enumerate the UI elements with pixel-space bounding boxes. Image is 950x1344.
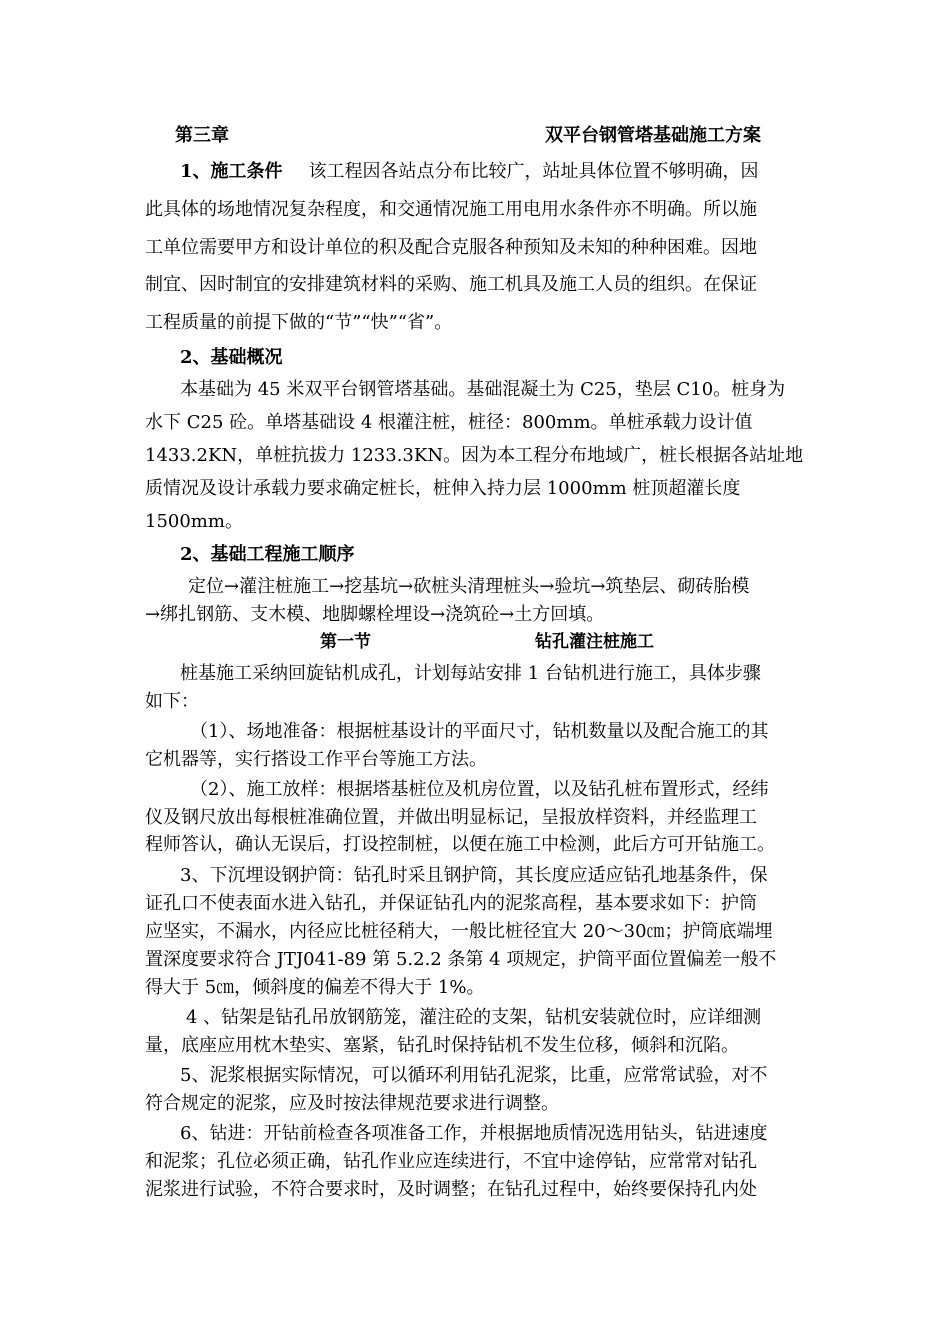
body-text-line: 桩基施工采纳回旋钻机成孔，计划每站安排 1 台钻机进行施工，具体步骤 — [180, 663, 761, 684]
section2-text-line: 水下 C25 砼。单塔基础设 4 根灌注桩，桩径：800mm。单桩承载力设计值 — [145, 412, 753, 433]
section3-text-line: →绑扎钢筋、支木模、地脚螺栓埋设→浇筑砼→土方回填。 — [145, 604, 605, 625]
section1-first-line — [180, 160, 820, 184]
section1-text-line: 工单位需要甲方和设计单位的积及配合克服各种预知及未知的种种困难。因地 — [145, 237, 757, 258]
section2-text-line: 质情况及设计承载力要求确定桩长，桩伸入持力层 1000mm 桩顶超灌长度 — [145, 478, 741, 499]
chapter-number: 第三章 — [175, 125, 229, 146]
body-text-line: 它机器等，实行搭设工作平台等施工方法。 — [145, 749, 487, 770]
body-text-line: 4 、钻架是钻孔吊放钢筋笼，灌注砼的支架，钻机安装就位时，应详细测 — [186, 1007, 762, 1028]
section1-text-line: 工程质量的前提下做的“节”“快”“省”。 — [145, 312, 453, 333]
part1-title: 钻孔灌注桩施工 — [535, 632, 654, 652]
body-text-line: 6、钻进：开钻前检查各项准备工作，并根据地质情况选用钻头，钻进速度 — [180, 1123, 768, 1144]
body-text-line: 仪及钢尺放出每根桩准确位置，并做出明显标记，呈报放样资料，并经监理工 — [145, 807, 757, 828]
section1-text-line: 此具体的场地情况复杂程度，和交通情况施工用电用水条件亦不明确。所以施 — [145, 199, 757, 220]
body-text-line: 3、下沉埋设钢护筒：钻孔时采且钢护筒，其长度应适应钻孔地基条件，保 — [180, 865, 768, 886]
body-text-line: 应坚实，不漏水，内径应比桩径稍大，一般比桩径宜大 20～30㎝；护筒底端埋 — [145, 921, 773, 942]
body-text-line: （2）、施工放样：根据塔基桩位及机房位置，以及钻孔桩布置形式，经纬 — [190, 779, 769, 800]
body-text-line: 符合规定的泥浆，应及时按法律规范要求进行调整。 — [145, 1093, 559, 1114]
body-text-line: 5、泥浆根据实际情况，可以循环利用钻孔泥浆，比重，应常常试验，对不 — [180, 1065, 768, 1086]
body-text-line: （1）、场地准备：根据桩基设计的平面尺寸，钻机数量以及配合施工的其 — [190, 721, 769, 742]
section1-text-line: 该工程因各站点分布比较广，站址具体位置不够明确，因 — [308, 161, 759, 182]
part1-number: 第一节 — [320, 632, 371, 652]
body-text-line: 量，底座应用枕木垫实、塞紧，钻孔时保持钻机不发生位移，倾斜和沉陷。 — [145, 1035, 739, 1056]
section2-text-line: 1433.2KN，单桩抗拔力 1233.3KN。因为本工程分布地域广，桩长根据各站址地 — [145, 445, 804, 466]
section1-heading: 1、施工条件 — [180, 161, 283, 182]
body-text-line: 如下： — [145, 691, 199, 712]
chapter-title: 双平台钢管塔基础施工方案 — [545, 125, 761, 146]
section2-text-line: 本基础为 45 米双平台钢管塔基础。基础混凝土为 C25，垫层 C10。桩身为 — [180, 379, 786, 400]
body-text-line: 泥浆进行试验，不符合要求时，及时调整；在钻孔过程中，始终要保持孔内处 — [145, 1179, 757, 1200]
section3-text-line: 定位→灌注桩施工→挖基坑→砍桩头清理桩头→验坑→筑垫层、砌砖胎模 — [188, 576, 750, 597]
body-text-line: 得大于 5㎝，倾斜度的偏差不得大于 1%。 — [145, 977, 485, 998]
section3-heading: 2、基础工程施工顺序 — [180, 544, 355, 565]
body-text-line: 程师答认，确认无误后，打设控制桩，以便在施工中检测，此后方可开钻施工。 — [145, 834, 775, 855]
body-text-line: 置深度要求符合 JTJ041-89 第 5.2.2 条第 4 项规定，护筒平面位置偏差一般不 — [145, 949, 777, 970]
section1-text-line: 制宜、因时制宜的安排建筑材料的采购、施工机具及施工人员的组织。在保证 — [145, 274, 757, 295]
section2-text-line: 1500mm。 — [145, 511, 243, 532]
section2-heading: 2、基础概况 — [180, 347, 283, 368]
body-text-line: 和泥浆；孔位必须正确，钻孔作业应连续进行，不宜中途停钻，应常常对钻孔 — [145, 1151, 757, 1172]
body-text-line: 证孔口不使表面水进入钻孔，并保证钻孔内的泥浆高程，基本要求如下：护筒 — [145, 893, 757, 914]
